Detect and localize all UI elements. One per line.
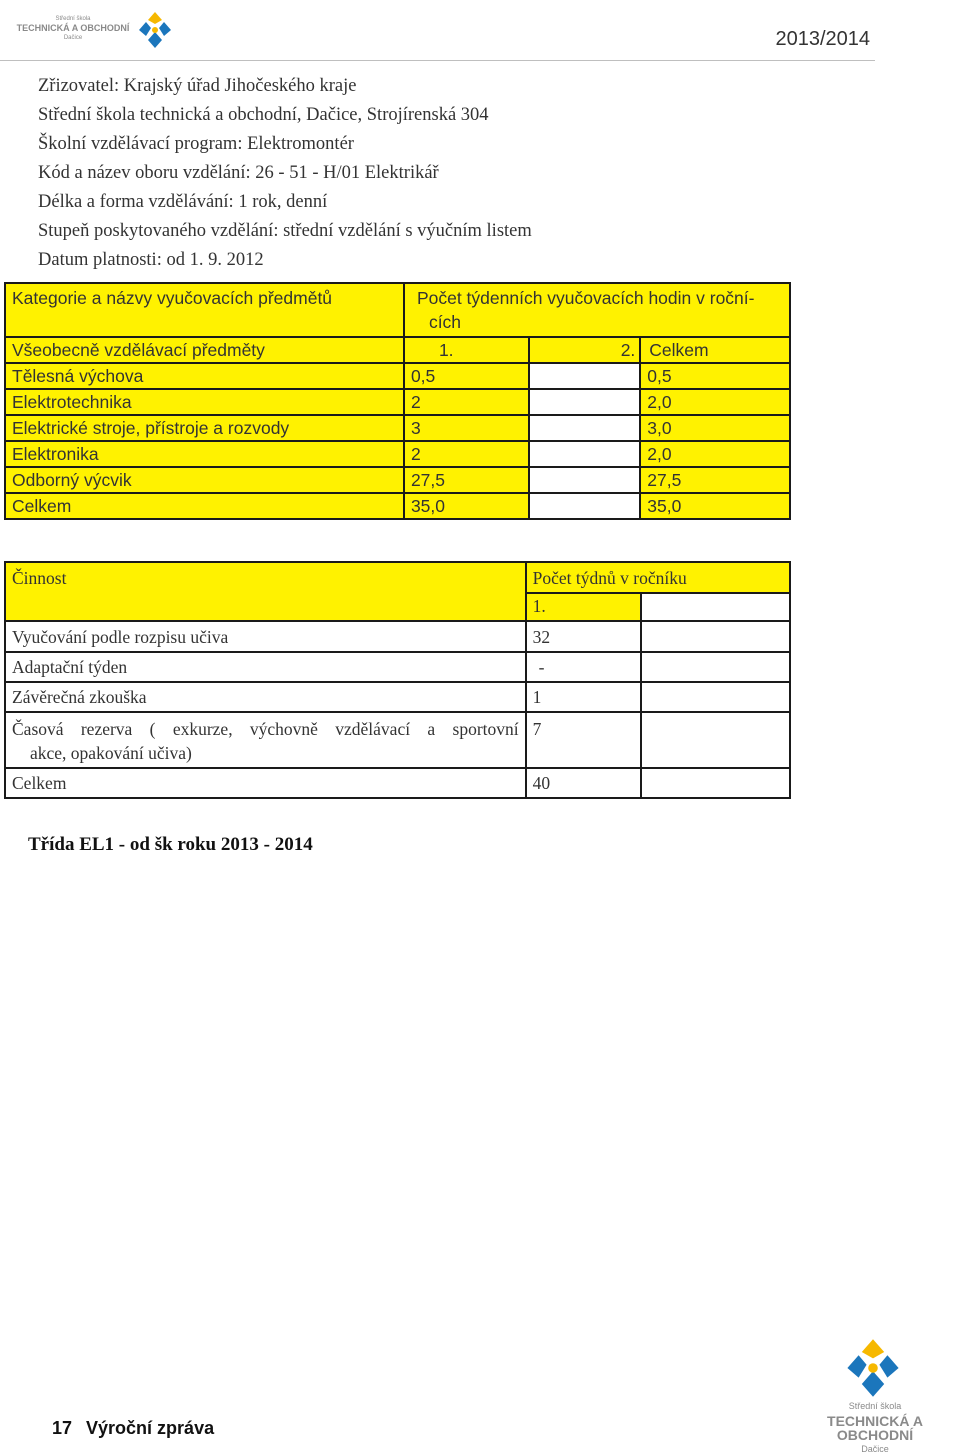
subject-year-2 <box>529 493 641 519</box>
table-row <box>5 768 790 798</box>
subject-year-1: 3 <box>404 415 529 441</box>
info-line: Kód a název oboru vzdělání: 26 - 51 - H/01 Elektrikář <box>38 163 439 183</box>
subject-name: Elektrické stroje, přístroje a rozvody <box>5 415 404 441</box>
info-line: Datum platnosti: od 1. 9. 2012 <box>38 250 264 270</box>
activities-header-right: Počet týdnů v ročníku <box>526 562 790 593</box>
empty-cell <box>641 593 790 621</box>
school-year: 2013/2014 <box>775 28 870 50</box>
footer-label <box>52 1418 214 1439</box>
col-total: Celkem <box>640 337 790 363</box>
logo-line-3: Dačice <box>861 1444 889 1454</box>
table-row <box>5 415 790 441</box>
subject-total: 3,0 <box>640 415 790 441</box>
activity-name: Adaptační týden <box>5 652 526 682</box>
subject-total: 2,0 <box>640 441 790 467</box>
empty-cell <box>641 768 790 798</box>
activity-name: Celkem <box>5 768 526 798</box>
table-row <box>5 337 790 363</box>
info-line: Školní vzdělávací program: Elektromontér <box>38 134 354 154</box>
logo-line-2: TECHNICKÁ A OBCHODNÍ <box>16 23 130 33</box>
header-logo <box>12 10 172 50</box>
subject-year-1: 27,5 <box>404 467 529 493</box>
activity-weeks: - <box>526 652 642 682</box>
activities-col-year-1: 1. <box>526 593 642 621</box>
footer-logo <box>790 1336 960 1454</box>
subject-total: 2,0 <box>640 389 790 415</box>
subjects-table <box>4 282 791 520</box>
table-row <box>5 621 790 652</box>
activity-name <box>5 712 526 768</box>
subject-name: Elektrotechnika <box>5 389 404 415</box>
activity-weeks: 32 <box>526 621 642 652</box>
table-header-row <box>5 283 790 337</box>
subjects-header-right <box>404 283 790 337</box>
logo-line-1: Střední škola <box>55 16 91 22</box>
empty-cell <box>641 712 790 768</box>
info-line: Délka a forma vzdělávání: 1 rok, denní <box>38 192 328 212</box>
subject-name: Tělesná výchova <box>5 363 404 389</box>
table-row <box>5 363 790 389</box>
subject-year-1: 0,5 <box>404 363 529 389</box>
subject-total: 0,5 <box>640 363 790 389</box>
program-info <box>38 72 532 275</box>
subject-year-2 <box>529 441 641 467</box>
report-title: Výroční zpráva <box>86 1418 215 1438</box>
logo-line-1: Střední škola <box>848 1401 902 1411</box>
activity-name-line1: Časová rezerva ( exkurze, výchovně vzdělávací a sportovní <box>12 719 519 739</box>
table-row <box>5 441 790 467</box>
activities-table <box>4 561 791 799</box>
subject-name: Celkem <box>5 493 404 519</box>
info-line: Stupeň poskytovaného vzdělání: střední vzdělání s výučním listem <box>38 221 532 241</box>
header-right-line1: Počet týdenních vyučovacích hodin v roční- <box>416 288 755 308</box>
info-line: Střední škola technická a obchodní, Dačice, Strojírenská 304 <box>38 105 489 125</box>
activity-name: Závěrečná zkouška <box>5 682 526 712</box>
table-row <box>5 493 790 519</box>
subject-year-1: 2 <box>404 441 529 467</box>
activity-name: Vyučování podle rozpisu učiva <box>5 621 526 652</box>
logo-line-2: TECHNICKÁ A OBCHODNÍ <box>827 1413 923 1443</box>
subject-name: Odborný výcvik <box>5 467 404 493</box>
subject-total: 35,0 <box>640 493 790 519</box>
table-row <box>5 467 790 493</box>
table-row <box>5 712 790 768</box>
col-year-2: 2. <box>529 337 641 363</box>
empty-cell <box>641 652 790 682</box>
subject-year-1: 35,0 <box>404 493 529 519</box>
subjects-header-left: Kategorie a názvy vyučovacích předmětů <box>5 283 404 337</box>
table-row <box>5 389 790 415</box>
subject-total: 27,5 <box>640 467 790 493</box>
subject-year-2 <box>529 415 641 441</box>
empty-cell <box>641 621 790 652</box>
page-number: 17 <box>52 1418 73 1438</box>
activity-name-line2: akce, opakování učiva) <box>30 743 192 763</box>
section-label: Všeobecně vzdělávací předměty <box>5 337 404 363</box>
table-header-row <box>5 562 790 593</box>
subject-name: Elektronika <box>5 441 404 467</box>
subject-year-2 <box>529 467 641 493</box>
col-year-1: 1. <box>404 337 529 363</box>
header-right-line2: cích <box>428 312 462 332</box>
activity-weeks: 40 <box>526 768 642 798</box>
logo-wordmark <box>12 16 134 41</box>
class-title: Třída EL1 - od šk roku 2013 - 2014 <box>28 834 313 855</box>
info-line: Zřizovatel: Krajský úřad Jihočeského kraje <box>38 76 357 96</box>
empty-cell <box>641 682 790 712</box>
subject-year-2 <box>529 389 641 415</box>
school-emblem-icon <box>840 1336 906 1400</box>
logo-wordmark <box>790 1402 960 1454</box>
school-emblem-icon <box>136 10 174 50</box>
activity-weeks: 7 <box>526 712 642 768</box>
activities-header-left: Činnost <box>5 562 526 621</box>
logo-line-3: Dačice <box>63 35 83 41</box>
subject-year-1: 2 <box>404 389 529 415</box>
header-divider <box>0 60 875 61</box>
activity-weeks: 1 <box>526 682 642 712</box>
subject-year-2 <box>529 363 641 389</box>
table-row <box>5 682 790 712</box>
table-row <box>5 652 790 682</box>
